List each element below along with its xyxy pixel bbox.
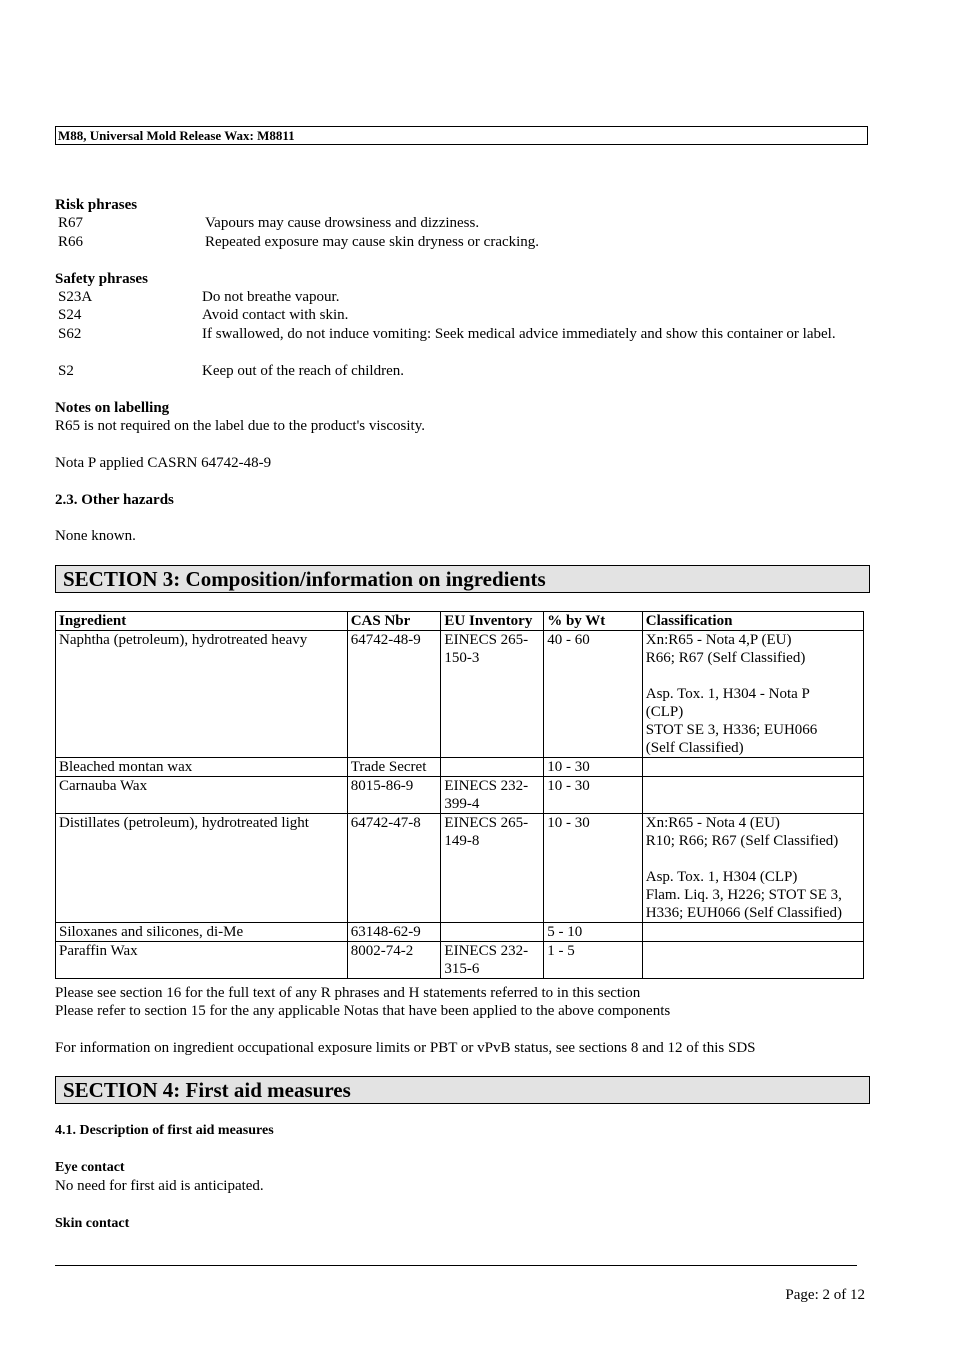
section4-header: SECTION 4: First aid measures — [55, 1076, 870, 1104]
cell-eu: EINECS 265- 150-3 — [441, 631, 544, 758]
cell-wt: 5 - 10 — [544, 923, 643, 942]
cell-ingredient: Paraffin Wax — [56, 942, 348, 979]
cell-wt: 1 - 5 — [544, 942, 643, 979]
section3-note: Please see section 16 for the full text of any R phrases and H statements referred to in this section — [55, 985, 641, 1001]
cell-ingredient: Bleached montan wax — [56, 758, 348, 777]
cell-classification — [642, 923, 863, 942]
cell-classification — [642, 942, 863, 979]
risk-code: R66 — [58, 234, 84, 250]
table-row — [56, 631, 864, 758]
col-eu-inventory: EU Inventory — [441, 612, 544, 631]
cell-classification: Xn:R65 - Nota 4,P (EU) R66; R67 (Self Classified) Asp. Tox. 1, H304 - Nota P (CLP) STOT SE 3, H336; EUH066 (Self Classified) — [642, 631, 863, 758]
safety-code: S23A — [58, 289, 93, 305]
skin-contact-title: Skin contact — [55, 1216, 130, 1231]
footer-divider — [55, 1265, 857, 1266]
cell-cas: 64742-48-9 — [347, 631, 441, 758]
section3-header: SECTION 3: Composition/information on ingredients — [55, 565, 870, 593]
eye-contact-title: Eye contact — [55, 1160, 125, 1175]
cell-eu: EINECS 232- 399-4 — [441, 777, 544, 814]
other-hazards-title: 2.3. Other hazards — [55, 492, 174, 508]
table-row — [56, 923, 864, 942]
col-classification: Classification — [642, 612, 863, 631]
safety-text: Do not breathe vapour. — [202, 289, 340, 305]
risk-phrases-title: Risk phrases — [55, 197, 138, 213]
table-row — [56, 777, 864, 814]
cell-cas: Trade Secret — [347, 758, 441, 777]
cell-eu: EINECS 265- 149-8 — [441, 814, 544, 923]
safety-code: S2 — [58, 363, 74, 379]
section3-note: For information on ingredient occupational exposure limits or PBT or vPvB status, see sections 8 and 12 of this SDS — [55, 1040, 756, 1056]
cell-wt: 10 - 30 — [544, 758, 643, 777]
cell-eu: EINECS 232- 315-6 — [441, 942, 544, 979]
labelling-note: Nota P applied CASRN 64742-48-9 — [55, 455, 272, 471]
cell-cas: 8002-74-2 — [347, 942, 441, 979]
document-header-product: M88, Universal Mold Release Wax: M8811 — [55, 126, 868, 145]
cell-cas: 63148-62-9 — [347, 923, 441, 942]
table-row — [56, 758, 864, 777]
risk-text: Vapours may cause drowsiness and dizziness. — [205, 215, 480, 231]
safety-code: S62 — [58, 326, 82, 342]
cell-ingredient: Siloxanes and silicones, di-Me — [56, 923, 348, 942]
other-hazards-text: None known. — [55, 528, 136, 544]
table-header-row — [56, 612, 864, 631]
cell-ingredient: Naphtha (petroleum), hydrotreated heavy — [56, 631, 348, 758]
cell-eu — [441, 758, 544, 777]
labelling-note: R65 is not required on the label due to the product's viscosity. — [55, 418, 425, 434]
col-ingredient: Ingredient — [56, 612, 348, 631]
risk-code: R67 — [58, 215, 84, 231]
cell-classification — [642, 758, 863, 777]
page-number: Page: 2 of 12 — [785, 1287, 865, 1303]
safety-text: Keep out of the reach of children. — [202, 363, 404, 379]
safety-phrases-title: Safety phrases — [55, 271, 148, 287]
cell-classification — [642, 777, 863, 814]
ingredients-table — [55, 611, 864, 979]
cell-wt: 10 - 30 — [544, 777, 643, 814]
safety-text: Avoid contact with skin. — [202, 307, 349, 323]
risk-text: Repeated exposure may cause skin dryness or cracking. — [205, 234, 540, 250]
cell-wt: 40 - 60 — [544, 631, 643, 758]
col-cas: CAS Nbr — [347, 612, 441, 631]
table-row — [56, 942, 864, 979]
cell-wt: 10 - 30 — [544, 814, 643, 923]
table-row — [56, 814, 864, 923]
cell-classification: Xn:R65 - Nota 4 (EU) R10; R66; R67 (Self Classified) Asp. Tox. 1, H304 (CLP) Flam. Liq. 3, H226; STOT SE 3, H336; EUH066 (Self Classified) — [642, 814, 863, 923]
section3-note: Please refer to section 15 for the any applicable Notas that have been applied to the above components — [55, 1003, 671, 1019]
labelling-title: Notes on labelling — [55, 400, 170, 416]
cell-eu — [441, 923, 544, 942]
cell-cas: 8015-86-9 — [347, 777, 441, 814]
cell-ingredient: Distillates (petroleum), hydrotreated light — [56, 814, 348, 923]
safety-text: If swallowed, do not induce vomiting: Seek medical advice immediately and show this container or label. — [202, 326, 836, 342]
cell-cas: 64742-47-8 — [347, 814, 441, 923]
cell-ingredient: Carnauba Wax — [56, 777, 348, 814]
safety-code: S24 — [58, 307, 82, 323]
eye-contact-text: No need for first aid is anticipated. — [55, 1178, 264, 1194]
col-wt: % by Wt — [544, 612, 643, 631]
section4-subtitle: 4.1. Description of first aid measures — [55, 1123, 274, 1138]
